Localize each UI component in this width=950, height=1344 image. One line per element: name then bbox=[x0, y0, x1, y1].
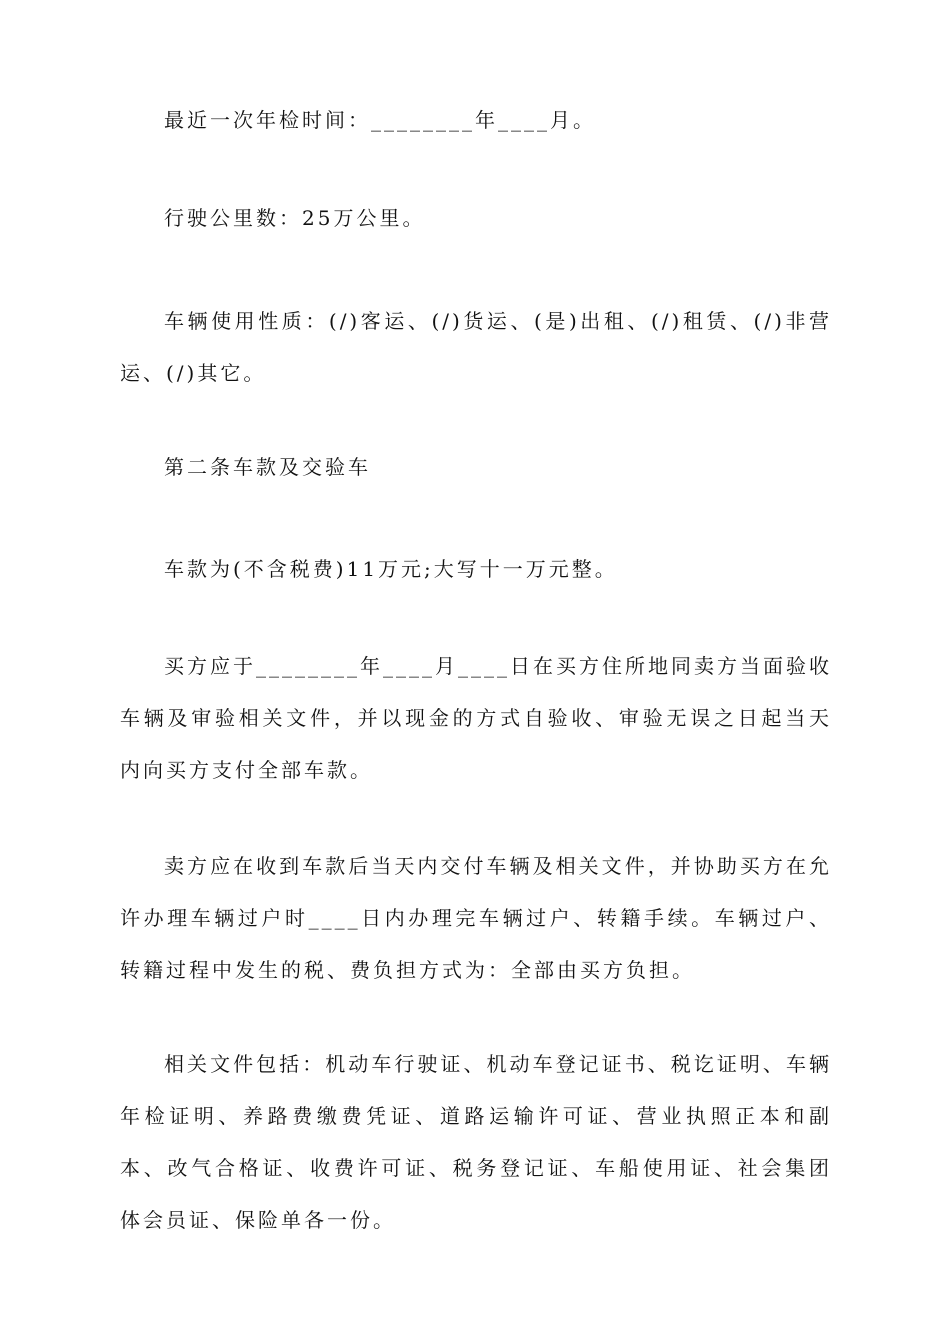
last-inspection-paragraph: 最近一次年检时间：________年____月。 bbox=[164, 108, 596, 132]
related-documents-paragraph: 相关文件包括：机动车行驶证、机动车登记证书、税讫证明、车辆年检证明、养路费缴费凭证、道路运输许可证、营业执照正本和副本、改气合格证、收费许可证、税务登记证、车船使用证、社会集团体会员证、保险单各一份。 bbox=[120, 1052, 832, 1232]
usage-nature-paragraph: 车辆使用性质：(/)客运、(/)货运、(是)出租、(/)租赁、(/)非营运、(/)其它。 bbox=[120, 309, 832, 385]
price-paragraph: 车款为(不含税费)11万元;大写十一万元整。 bbox=[164, 557, 618, 581]
mileage-paragraph: 行驶公里数：25万公里。 bbox=[164, 206, 426, 230]
delivery-transfer-paragraph: 卖方应在收到车款后当天内交付车辆及相关文件，并协助买方在允许办理车辆过户时____日内办理完车辆过户、转籍手续。车辆过户、转籍过程中发生的税、费负担方式为：全部由买方负担。 bbox=[120, 854, 832, 982]
inspection-payment-paragraph: 买方应于________年____月____日在买方住所地同卖方当面验收车辆及审验相关文件，并以现金的方式自验收、审验无误之日起当天内向买方支付全部车款。 bbox=[120, 654, 832, 782]
article-two-heading: 第二条车款及交验车 bbox=[164, 455, 371, 479]
